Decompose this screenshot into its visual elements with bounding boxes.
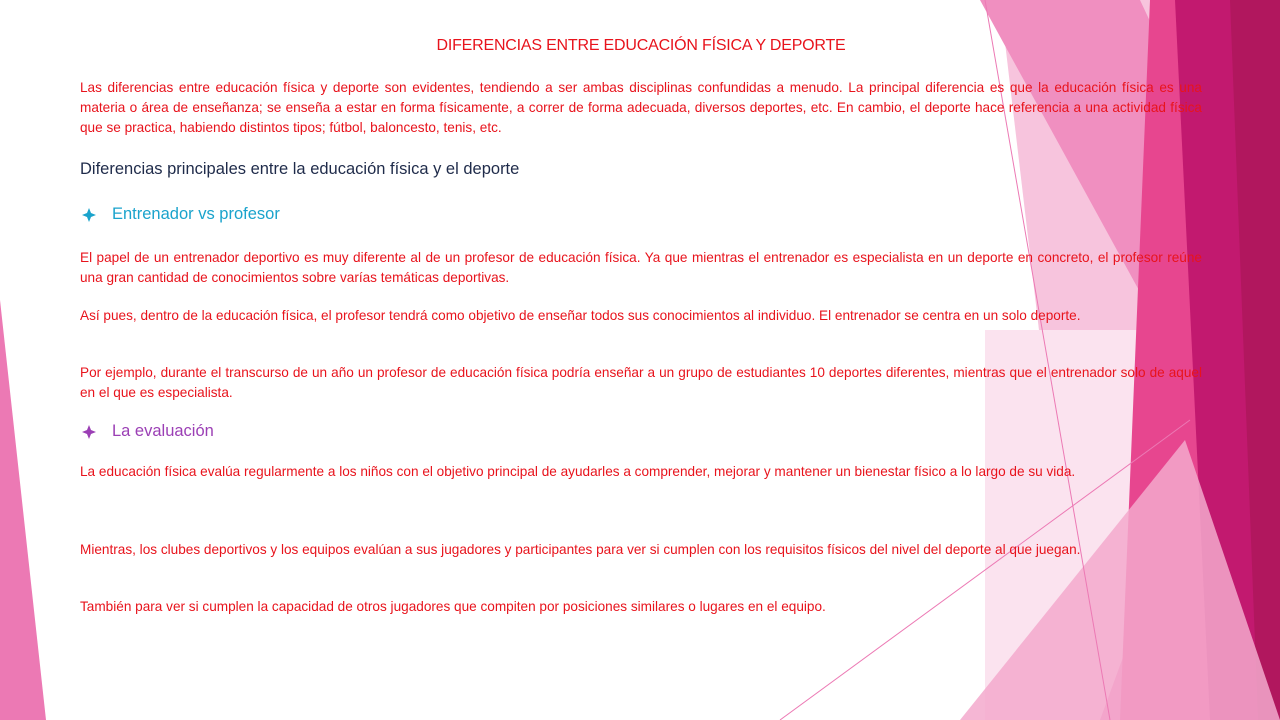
diamond-bullet-icon xyxy=(82,208,96,222)
paragraph-entrenador-2: Así pues, dentro de la educación física, el profesor tendrá como objetivo de enseñar todos sus conocimientos al individuo. El entrenador se centra en un solo deporte. xyxy=(80,308,1081,323)
left-pink-shape xyxy=(0,300,46,720)
paragraph-evaluacion-3: También para ver si cumplen la capacidad de otros jugadores que compiten por posiciones similares o lugares en el equipo. xyxy=(80,599,826,614)
bullet-la-evaluacion xyxy=(80,422,214,441)
bullet-entrenador-vs-profesor xyxy=(80,205,280,224)
slide-content xyxy=(80,0,1202,720)
section-subheading: Diferencias principales entre la educación física y el deporte xyxy=(80,160,520,178)
bullet-heading: La evaluación xyxy=(112,422,214,440)
intro-paragraph: Las diferencias entre educación física y deporte son evidentes, tendiendo a ser ambas disciplinas confundidas a menudo. La principal diferencia es que la educación física es una materia o área de enseñanza; se enseña a estar en forma físicamente, a correr de forma adecuada, diversos deportes, etc. En cambio, el deporte hace referencia a una actividad física que se practica, habiendo distintos tipos; fútbol, baloncesto, tenis, etc. xyxy=(80,80,1202,135)
diamond-bullet-icon xyxy=(82,425,96,439)
paragraph-evaluacion-1: La educación física evalúa regularmente a los niños con el objetivo principal de ayudarles a comprender, mejorar y mantener un bienestar físico a lo largo de su vida. xyxy=(80,464,1076,479)
paragraph-evaluacion-2: Mientras, los clubes deportivos y los equipos evalúan a sus jugadores y participantes para ver si cumplen con los requisitos físicos del nivel del deporte al que juegan. xyxy=(80,542,1081,557)
paragraph-entrenador-1: El papel de un entrenador deportivo es muy diferente al de un profesor de educación física. Ya que mientras el entrenador es especialista en un deporte en concreto, el profesor reúne una gran cantidad de conocimientos sobre varías temáticas deportivas. xyxy=(80,250,1202,285)
slide-title: DIFERENCIAS ENTRE EDUCACIÓN FÍSICA Y DEPORTE xyxy=(436,37,846,54)
paragraph-entrenador-3: Por ejemplo, durante el transcurso de un año un profesor de educación física podría enseñar a un grupo de estudiantes 10 deportes diferentes, mientras que el entrenador solo de aquel en el que es especialista. xyxy=(80,365,1202,400)
bullet-heading: Entrenador vs profesor xyxy=(112,205,280,223)
